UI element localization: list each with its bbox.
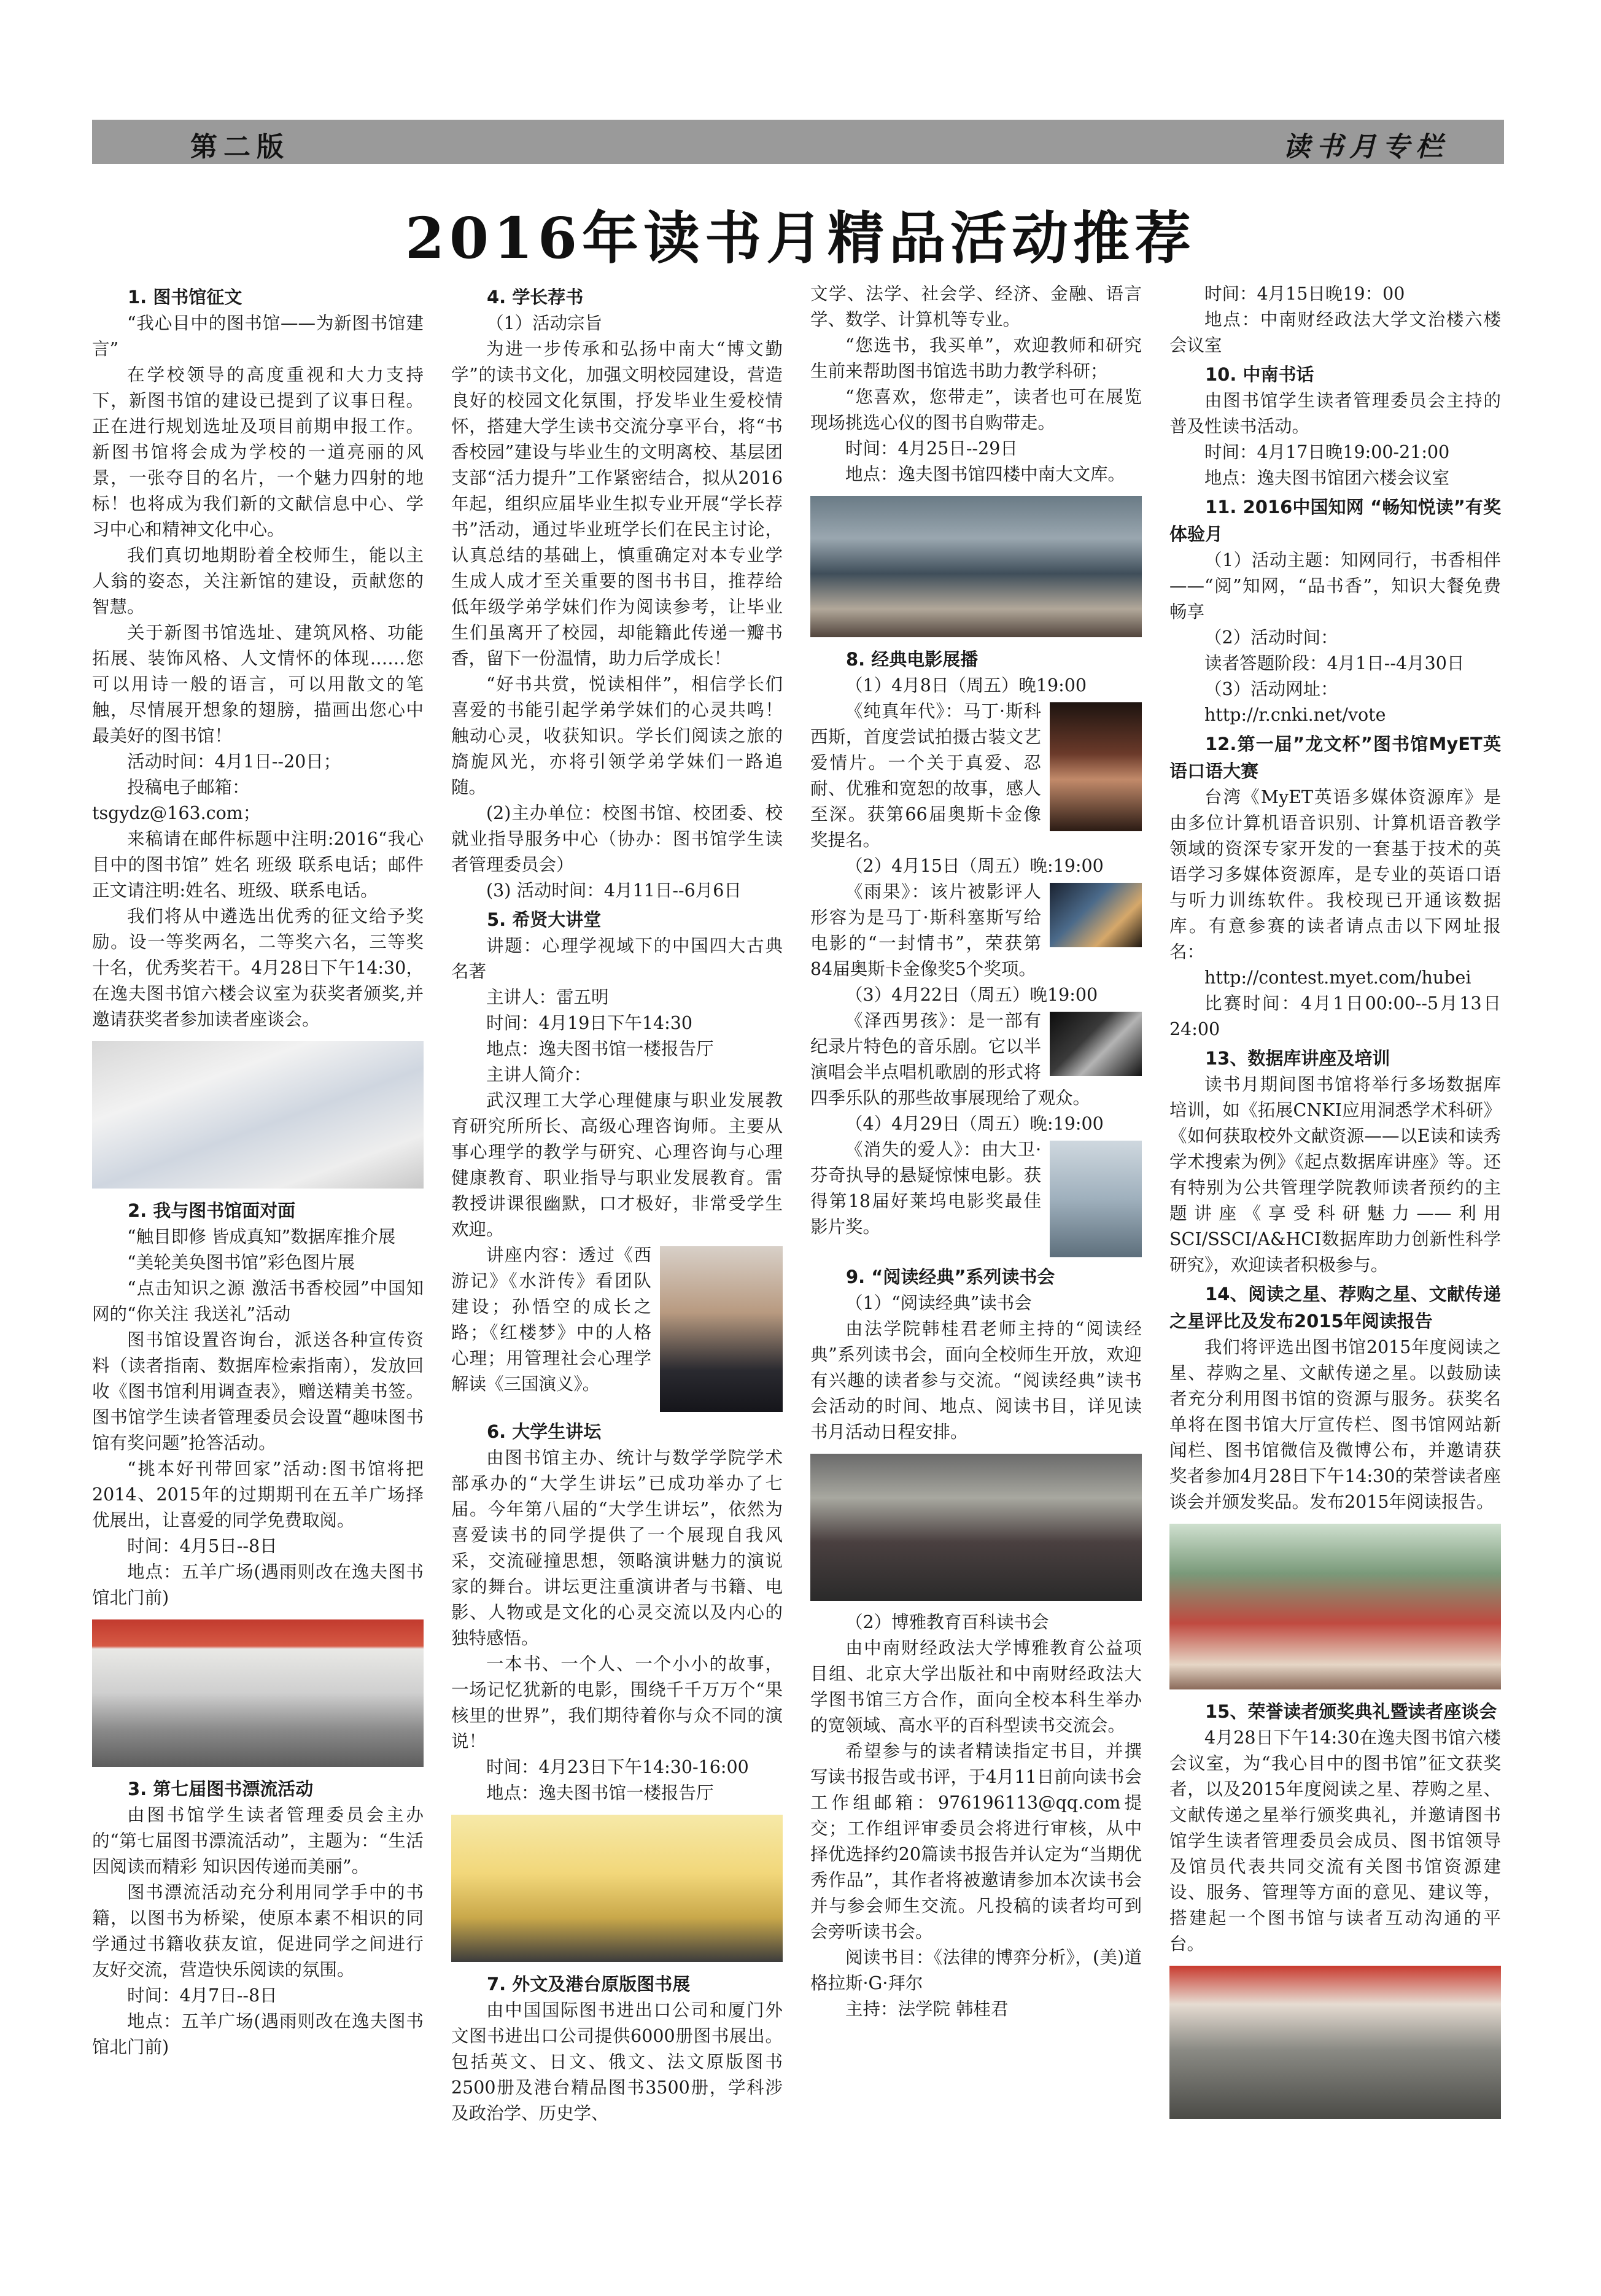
paragraph: 在学校领导的高度重视和大力支持下，新图书馆的建设已提到了议事日程。正在进行规划选址及项目前期申报工作。新图书馆将会成为学校的一道亮丽的风景，一张夺目的名片，一个魅力四射的地标！也将成为我们新的文献信息中心、学习中心和精神文化中心。	[92, 365, 424, 540]
paragraph: 由图书馆主办、统计与数学学院学术部承办的“大学生讲坛”已成功举办了七届。今年第八届的“大学生讲坛”，依然为喜爱读书的同学提供了一个展现自我风采，交流碰撞思想，领略演讲魅力的演说家的舞台。讲坛更注重演讲者与书籍、电影、人物或是文化的心灵交流以及内心的独特感悟。	[451, 1448, 783, 1648]
paragraph: （1）活动主题：知网同行，书香相伴——“阅”知网，“品书香”，知识大餐免费畅享	[1169, 550, 1501, 622]
paragraph: 主讲人：雷五明	[486, 987, 609, 1007]
paragraph: 主持：法学院 韩桂君	[845, 1999, 1009, 2019]
paragraph: 时间：4月23日下午14:30-16:00	[486, 1757, 749, 1777]
paragraph: 图书漂流活动充分利用同学手中的书籍，以图书为桥梁，使原本素不相识的同学通过书籍收获友谊，促进同学之间进行友好交流，营造快乐阅读的氛围。	[92, 1882, 424, 1980]
film2-photo	[1050, 883, 1142, 947]
paragraph: 比赛时间：4月1日00:00--5月13日24:00	[1169, 993, 1501, 1039]
section-heading: 11. 2016中国知网 “畅知悦读”有奖体验月	[1169, 497, 1501, 545]
paragraph: 时间：4月5日--8日	[127, 1536, 277, 1556]
speaker-photo	[660, 1246, 783, 1412]
column-name: 读书月专栏	[1283, 131, 1449, 163]
paragraph: 《泽西男孩》：是一部有纪录片特色的音乐剧。它以半演唱会半点唱机歌剧的形式将四季乐队的那些故事展现给了观众。	[810, 1010, 1091, 1108]
paragraph: 地点：五羊广场(遇雨则改在逸夫图书馆北门前)	[92, 1562, 424, 1608]
paragraph: （2）博雅教育百科读书会	[845, 1612, 1049, 1632]
essay-photo	[92, 1041, 424, 1189]
section-heading: 15、荣誉读者颁奖典礼暨读者座谈会	[1205, 1701, 1497, 1722]
paragraph-with-photo	[451, 1243, 783, 1416]
paragraph: 时间：4月7日--8日	[127, 1985, 277, 2006]
section-heading: 3. 第七届图书漂流活动	[128, 1778, 314, 1799]
paragraph: 地点：逸夫图书馆一楼报告厅	[486, 1039, 714, 1059]
section-heading: 12.第一届”龙文杯”图书馆MyET英语口语大赛	[1169, 734, 1501, 781]
paragraph: “美轮美奂图书馆”彩色图片展	[127, 1252, 355, 1273]
paragraph: 我们将从中遴选出优秀的征文给予奖励。设一等奖两名，二等奖六名，三等奖十名，优秀奖若干。4月28日下午14:30，在逸夫图书馆六楼会议室为获奖者颁奖,并邀请获奖者参加读者座谈会。	[92, 906, 424, 1030]
section-heading: 9. “阅读经典”系列读书会	[846, 1266, 1055, 1287]
paragraph: （1）活动宗旨	[486, 313, 603, 333]
paragraph: （4）4月29日（周五）晚:19:00	[845, 1114, 1104, 1134]
paragraph: （1）“阅读经典”读书会	[845, 1293, 1032, 1313]
column-1	[92, 281, 424, 2060]
page-title: 2016年读书月精品活动推荐	[405, 205, 1196, 271]
paragraph: 我们将评选出图书馆2015年度阅读之星、荐购之星、文献传递之星。以鼓励读者充分利用图书馆的资源与服务。获奖名单将在图书馆大厅宣传栏、图书馆网站新闻栏、图书馆微信及微博公布，并邀请获奖者参加4月28日下午14:30的荣誉读者座谈会并颁发奖品。发布2015年阅读报告。	[1169, 1337, 1501, 1512]
paragraph: 地点：逸夫图书馆团六楼会议室	[1204, 468, 1450, 488]
film1-photo	[1050, 702, 1142, 831]
paragraph: 讲题：心理学视域下的中国四大古典名著	[451, 936, 783, 982]
paragraph: 由图书馆学生读者管理委员会主办的“第七届图书漂流活动”，主题为：“生活因阅读而精彩 知识因传递而美丽”。	[92, 1805, 424, 1877]
paragraph: 《雨果》：该片被影评人形容为是马丁·斯科塞斯写给电影的“一封情书”，荣获第84届奥斯卡金像奖5个奖项。	[810, 882, 1041, 979]
column-3	[810, 281, 1142, 2022]
section-heading: 14、阅读之星、荐购之星、文献传递之星评比及发布2015年阅读报告	[1169, 1284, 1501, 1332]
paragraph-with-photo	[810, 699, 1142, 853]
film4-photo	[1050, 1141, 1142, 1257]
paragraph: 为进一步传承和弘扬中南大“博文勤学”的读书文化，加强文明校园建设，营造良好的校园文化氛围，抒发毕业生爱校情怀，搭建大学生读书交流分享平台，将“书香校园”建设与毕业生的文明离校、基层团支部“活力提升”工作紧密结合，拟从2016年起，组织应届毕业生拟专业开展“学长荐书”活动，通过毕业班学长们在民主讨论，认真总结的基础上，慎重确定对本专业学生成人成才至关重要的图书书目，推荐给低年级学弟学妹们作为阅读参考，让毕业生们虽离开了校园，却能籍此传递一瓣书香，留下一份温情，助力后学成长！	[451, 339, 783, 669]
paragraph: tsgydz@163.com；	[92, 803, 261, 823]
section-heading: 1. 图书馆征文	[128, 287, 242, 308]
paragraph: （1）4月8日（周五）晚19:00	[845, 675, 1087, 696]
paragraph: “触目即修 皆成真知”数据库推介展	[127, 1227, 396, 1247]
page-header-bar	[92, 120, 1504, 164]
film3-photo	[1050, 1012, 1142, 1076]
paragraph: http://contest.myet.com/hubei	[1204, 968, 1471, 988]
paragraph: 阅读书目：《法律的博弈分析》，(美)道格拉斯·G·拜尔	[810, 1947, 1142, 1993]
paragraph: 一本书、一个人、一个小小的故事，一场记忆犹新的电影，围绕千千万万个“果核里的世界”，我们期待着你与众不同的演说！	[451, 1654, 783, 1751]
paragraph: 由中南财经政法大学博雅教育公益项目组、北京大学出版社和中南财经政法大学图书馆三方合作，面向全校本科生举办的宽领域、高水平的百科型读书交流会。	[810, 1638, 1142, 1736]
paragraph: 台湾《MyET英语多媒体资源库》是由多位计算机语音识别、计算机语音教学领域的资深专家开发的一套基于技术的英语学习多媒体资源库，是专业的英语口语与听力训练软件。我校现已开通该数据库。有意参赛的读者请点击以下网址报名：	[1169, 787, 1501, 962]
exhibit-photo	[92, 1619, 424, 1767]
section-heading: 6. 大学生讲坛	[487, 1421, 602, 1442]
meeting-photo	[1169, 1966, 1501, 2119]
paragraph: 投稿电子邮箱：	[127, 777, 250, 797]
paragraph: 4月28日下午14:30在逸夫图书馆六楼会议室，为“我心目中的图书馆”征文获奖者，以及2015年度阅读之星、荐购之星、文献传递之星举行颁奖典礼，并邀请图书馆学生读者管理委员会成员、图书馆领导及馆员代表共同交流有关图书馆资源建设、服务、管理等方面的意见、建议等，搭建起一个图书馆与读者互动沟通的平台。	[1169, 1728, 1501, 1954]
section-heading: 13、数据库讲座及培训	[1205, 1048, 1390, 1069]
paragraph: 地点：中南财经政法大学文治楼六楼会议室	[1169, 309, 1501, 355]
bookfair-photo	[810, 496, 1142, 637]
paragraph: 来稿请在邮件标题中注明:2016“我心目中的图书馆” 姓名 班级 联系电话；邮件正文请注明:姓名、班级、联系电话。	[92, 829, 424, 901]
award-photo	[1169, 1524, 1501, 1689]
section-heading: 5. 希贤大讲堂	[487, 909, 602, 930]
paragraph: 《纯真年代》：马丁·斯科西斯，首度尝试拍摄古装文艺爱情片。一个关于真爱、忍耐、优雅和宽恕的故事，感人至深。获第66届奥斯卡金像奖提名。	[810, 701, 1041, 850]
paragraph: （3）4月22日（周五）晚19:00	[845, 985, 1098, 1005]
paragraph: “点击知识之源 激活书香校园”中国知网的“你关注 我送礼”活动	[92, 1278, 424, 1324]
paragraph: 读书月期间图书馆将举行多场数据库培训，如《拓展CNKI应用洞悉学术科研》《如何获取校外文献资源——以E读和读秀学术搜索为例》《起点数据库讲座》等。还有特别为公共管理学院教师读者预约的主题讲座《享受科研魅力——利用SCI/SSCI/A&HCI数据库助力创新性科学研究》，欢迎读者积极参与。	[1169, 1074, 1501, 1275]
paragraph: （3）活动网址：	[1204, 679, 1338, 699]
section-heading: 2. 我与图书馆面对面	[128, 1200, 296, 1221]
paragraph: http://r.cnki.net/vote	[1204, 705, 1386, 725]
paragraph: 关于新图书馆选址、建筑风格、功能拓展、装饰风格、人文情怀的体现……您可以用诗一般的语言，可以用散文的笔触，尽情展开想象的翅膀，描画出您心中最美好的图书馆！	[92, 622, 424, 746]
paragraph: 武汉理工大学心理健康与职业发展教育研究所所长、高级心理咨询师。主要从事心理学的教学与研究、心理咨询与心理健康教育、职业指导与职业发展教育。雷教授讲课很幽默，口才极好，非常受学生欢迎。	[451, 1090, 783, 1239]
column-2	[451, 281, 783, 2127]
paragraph: (2)主办单位：校图书馆、校团委、校就业指导服务中心（协办：图书馆学生读者管理委员会）	[451, 803, 783, 875]
paragraph: “好书共赏，悦读相伴”，相信学长们喜爱的书能引起学弟学妹们的心灵共鸣！触动心灵，收获知识。学长们阅读之旅的旖旎风光，亦将引领学弟学妹们一路追随。	[451, 674, 783, 797]
paragraph: （2）活动时间：	[1204, 627, 1338, 648]
paragraph: 地点：五羊广场(遇雨则改在逸夫图书馆北门前)	[92, 2011, 424, 2057]
paragraph: 地点：逸夫图书馆一楼报告厅	[486, 1783, 714, 1803]
reading-photo	[810, 1454, 1142, 1601]
paragraph: 由法学院韩桂君老师主持的“阅读经典”系列读书会，面向全校师生开放，欢迎有兴趣的读者参与交流。“阅读经典”读书会活动的时间、地点、阅读书目，详见读书月活动日程安排。	[810, 1319, 1142, 1442]
section-heading: 4. 学长荐书	[487, 287, 584, 308]
paragraph: 时间：4月25日--29日	[845, 438, 1018, 459]
paragraph: 活动时间：4月1日--20日；	[127, 751, 341, 772]
paragraph: 主讲人简介：	[486, 1065, 592, 1085]
paragraph-with-photo	[810, 879, 1142, 982]
paragraph: “我心目中的图书馆——为新图书馆建言”	[92, 313, 424, 359]
paragraph: 讲座内容：透过《西游记》《水浒传》看团队建设；孙悟空的成长之路；《红楼梦》中的人格心理；用管理社会心理学解读《三国演义》。	[451, 1245, 651, 1394]
paragraph: 读者答题阶段：4月1日--4月30日	[1204, 653, 1465, 673]
paragraph: 文学、法学、社会学、经济、金融、语言学、数学、计算机等专业。	[810, 284, 1142, 330]
paragraph: 时间：4月19日下午14:30	[486, 1013, 693, 1033]
paragraph: 《消失的爱人》：由大卫·芬奇执导的悬疑惊悚电影。获得第18届好莱坞电影奖最佳影片奖。	[810, 1139, 1041, 1237]
paragraph: 希望参与的读者精读指定书目，并撰写读书报告或书评，于4月11日前向读书会工作组邮箱：976196113@qq.com提交；工作组评审委员会将进行审核，从中择优选择约20篇读书报告并认定为“当期优秀作品”，其作者将被邀请参加本次读书会并与参会师生交流。凡投稿的读者均可到会旁听读书会。	[810, 1741, 1142, 1942]
paragraph: “挑本好刊带回家”活动:图书馆将把2014、2015年的过期期刊在五羊广场择优展出，让喜爱的同学免费取阅。	[92, 1459, 424, 1530]
page-number: 第二版	[190, 131, 290, 163]
paragraph-with-photo	[810, 1137, 1142, 1261]
paragraph: 地点：逸夫图书馆四楼中南大文库。	[845, 464, 1126, 484]
section-heading: 10. 中南书话	[1205, 364, 1314, 385]
paragraph: 图书馆设置咨询台，派送各种宣传资料（读者指南、数据库检索指南），发放回收《图书馆利用调查表》，赠送精美书签。图书馆学生读者管理委员会设置“趣味图书馆有奖问题”抢答活动。	[92, 1330, 424, 1453]
section-heading: 8. 经典电影展播	[846, 649, 979, 670]
paragraph: 时间：4月17日晚19:00-21:00	[1204, 442, 1450, 462]
paragraph: 由中国国际图书进出口公司和厦门外文图书进出口公司提供6000册图书展出。包括英文、日文、俄文、法文原版图书2500册及港台精品图书3500册，学科涉及政治学、历史学、	[451, 2000, 783, 2123]
paragraph: 时间：4月15日晚19：00	[1204, 284, 1405, 304]
paragraph: (3) 活动时间：4月11日--6月6日	[486, 880, 742, 901]
paragraph: “您喜欢，您带走”，读者也可在展览现场挑选心仪的图书自购带走。	[810, 387, 1142, 433]
column-4	[1169, 281, 1501, 2128]
paragraph-with-photo	[810, 1008, 1142, 1111]
section-heading: 7. 外文及港台原版图书展	[487, 1974, 691, 1995]
forum-photo	[451, 1815, 783, 1962]
paragraph: （2）4月15日（周五）晚:19:00	[845, 856, 1104, 876]
paragraph: 我们真切地期盼着全校师生，能以主人翁的姿态，关注新馆的建设，贡献您的智慧。	[92, 545, 424, 617]
paragraph: “您选书，我买单”，欢迎教师和研究生前来帮助图书馆选书助力教学科研；	[810, 335, 1142, 381]
paragraph: 由图书馆学生读者管理委员会主持的普及性读书活动。	[1169, 390, 1501, 436]
